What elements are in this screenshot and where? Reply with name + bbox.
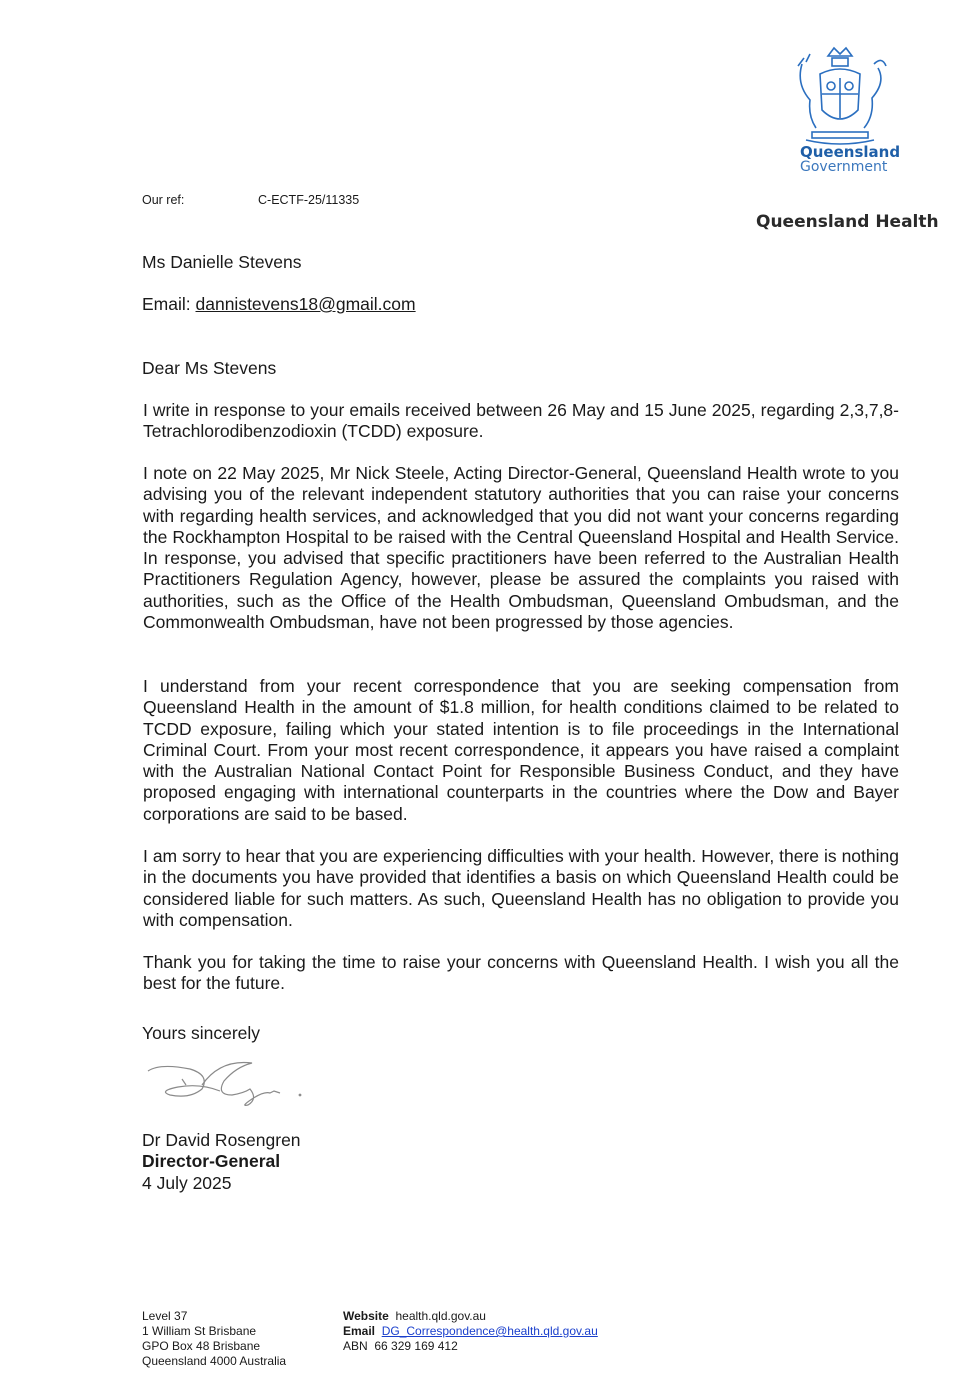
salutation: Dear Ms Stevens bbox=[142, 358, 277, 378]
queensland-coat-of-arms-logo bbox=[790, 44, 890, 154]
paragraph-1: I write in response to your emails received between 26 May and 15 June 2025, regarding 2,3,7,8-Tetrachlorodibenzodioxin (TCDD) exposure. bbox=[143, 400, 899, 442]
footer-email-row bbox=[343, 1324, 598, 1339]
footer-email-link[interactable]: DG_Correspondence@health.qld.gov.au bbox=[381, 1324, 598, 1338]
recipient-email-line bbox=[142, 294, 416, 315]
footer-abn: 66 329 169 412 bbox=[374, 1339, 458, 1353]
paragraph-4: I am sorry to hear that you are experiencing difficulties with your health. However, there is nothing in the documents you have provided that identifies a basis on which Queensland Health could be considered liable for such matters. As such, Queensland Health has no obligation to provide you with compensation. bbox=[143, 846, 899, 930]
footer-email-label: Email bbox=[343, 1324, 376, 1338]
logo-text-queensland: Queensland bbox=[800, 143, 901, 161]
footer-abn-row bbox=[343, 1339, 598, 1354]
footer-contact bbox=[343, 1309, 598, 1354]
reference-label: Our ref: bbox=[142, 193, 185, 207]
reference-number: C-ECTF-25/11335 bbox=[258, 193, 360, 207]
recipient-email-label: Email: bbox=[142, 294, 191, 314]
signatory-title: Director-General bbox=[142, 1151, 281, 1172]
department-name: Queensland Health bbox=[756, 212, 939, 232]
footer-address-line: GPO Box 48 Brisbane bbox=[142, 1339, 261, 1353]
footer-address-line: Level 37 bbox=[142, 1309, 188, 1323]
recipient-email-link[interactable]: dannistevens18@gmail.com bbox=[195, 294, 416, 314]
closing: Yours sincerely bbox=[142, 1023, 261, 1043]
logo-text-government: Government bbox=[800, 159, 888, 175]
paragraph-3: I understand from your recent correspondence that you are seeking compensation from Queensland Health in the amount of $1.8 million, for health conditions claimed to be related to TCDD exposure, failing which your stated intention is to file proceedings in the International Criminal Court. From your most recent correspondence, it appears you have raised a complaint with the Australian National Contact Point for Responsible Business Conduct, and they have proposed engaging with international counterparts in the countries where the Dow and Bayer corporations are said to be based. bbox=[143, 676, 899, 824]
footer-address bbox=[142, 1309, 286, 1369]
paragraph-5: Thank you for taking the time to raise your concerns with Queensland Health. I wish you all the best for the future. bbox=[143, 952, 899, 994]
paragraph-2: I note on 22 May 2025, Mr Nick Steele, Acting Director-General, Queensland Health wrote to you advising you of the relevant independent statutory authorities that you can raise your concerns with regarding health services, and acknowledged that you did not want your concerns regarding the Rockhampton Hospital to be raised with the Central Queensland Hospital and Health Service. In response, you advised that specific practitioners have been referred to the Australian Health Practitioners Regulation Agency, however, please be assured the complaints you raised with authorities, such as the Office of the Health Ombudsman, Queensland Ombudsman, and the Commonwealth Ombudsman, have not been progressed by those agencies. bbox=[143, 463, 899, 633]
letter-date: 4 July 2025 bbox=[142, 1172, 232, 1193]
footer-address-line: 1 William St Brisbane bbox=[142, 1324, 257, 1338]
footer-website-row bbox=[343, 1309, 598, 1324]
footer-website-label: Website bbox=[343, 1309, 389, 1323]
signatory-name: Dr David Rosengren bbox=[142, 1130, 301, 1150]
signature-block bbox=[142, 1130, 301, 1194]
recipient-name: Ms Danielle Stevens bbox=[142, 252, 302, 272]
footer-abn-label: ABN bbox=[343, 1339, 368, 1353]
signature bbox=[140, 1055, 310, 1115]
footer-address-line: Queensland 4000 Australia bbox=[142, 1354, 287, 1368]
footer-website[interactable]: health.qld.gov.au bbox=[395, 1309, 486, 1323]
